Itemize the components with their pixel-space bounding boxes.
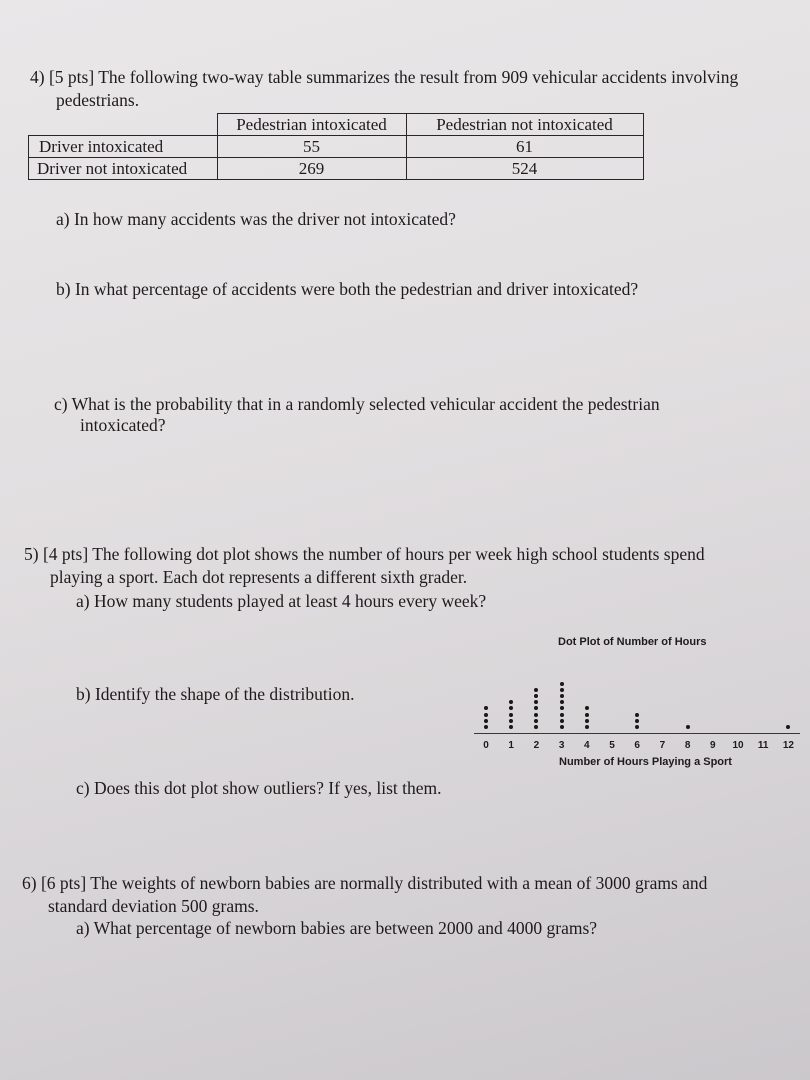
x-tick-label: 6 xyxy=(634,740,640,751)
x-tick-label: 5 xyxy=(609,740,615,751)
data-dot xyxy=(534,713,538,717)
data-dot xyxy=(534,725,538,729)
data-dot xyxy=(534,706,538,710)
two-way-table xyxy=(28,113,644,180)
q5-stem-line2: playing a sport. Each dot represents a different sixth grader. xyxy=(50,567,468,587)
data-dot xyxy=(509,706,513,710)
data-dot xyxy=(534,719,538,723)
chart-title: Dot Plot of Number of Hours xyxy=(558,636,707,648)
q4-stem-line2: pedestrians. xyxy=(56,90,140,110)
data-dot xyxy=(585,725,589,729)
x-tick-label: 7 xyxy=(659,740,666,751)
q4-part-b: b) In what percentage of accidents were both the pedestrian and driver intoxicated? xyxy=(56,279,639,299)
data-dot xyxy=(560,706,564,710)
table-row xyxy=(29,136,644,158)
q5-stem-line1: 5) [4 pts] The following dot plot shows the number of hours per week high school students spend xyxy=(24,544,705,564)
col-header-pedestrian-intoxicated: Pedestrian intoxicated xyxy=(217,114,406,136)
x-tick-label: 3 xyxy=(558,740,565,751)
data-dot xyxy=(484,713,488,717)
data-dot xyxy=(560,713,564,717)
table-row xyxy=(29,158,644,180)
q4-part-c-line1: c) What is the probability that in a randomly selected vehicular accident the pedestrian xyxy=(54,394,660,414)
table-cell: 55 xyxy=(217,136,406,158)
data-dot xyxy=(635,719,639,723)
q4-stem-line1: 4) [5 pts] The following two-way table summarizes the result from 909 vehicular accidents involving xyxy=(30,67,739,87)
x-tick-label: 8 xyxy=(684,740,691,751)
row-label-driver-intoxicated: Driver intoxicated xyxy=(29,136,218,158)
data-dot xyxy=(585,706,589,710)
q5-part-b: b) Identify the shape of the distribution. xyxy=(76,684,355,704)
data-dot xyxy=(686,725,690,729)
data-dot xyxy=(585,713,589,717)
q5-part-a: a) How many students played at least 4 hours every week? xyxy=(76,591,487,611)
data-dot xyxy=(534,688,538,692)
q4-part-c-line2: intoxicated? xyxy=(80,415,166,435)
data-dot xyxy=(560,688,564,692)
data-dot xyxy=(560,725,564,729)
table-header-row xyxy=(29,114,644,136)
data-dot xyxy=(635,713,639,717)
data-dot xyxy=(585,719,589,723)
x-tick-label: 11 xyxy=(757,740,769,751)
x-tick-label: 1 xyxy=(508,740,514,751)
col-header-pedestrian-not-intoxicated: Pedestrian not intoxicated xyxy=(406,114,643,136)
data-dot xyxy=(560,682,564,686)
data-dot xyxy=(509,700,513,704)
x-tick-label: 0 xyxy=(483,740,489,751)
q6-stem-line2: standard deviation 500 grams. xyxy=(48,896,259,916)
q6-stem-line1: 6) [6 pts] The weights of newborn babies are normally distributed with a mean of 3000 grams and xyxy=(22,873,708,893)
data-dot xyxy=(534,700,538,704)
data-dot xyxy=(509,719,513,723)
x-tick-label: 10 xyxy=(732,740,744,751)
x-axis-label: Number of Hours Playing a Sport xyxy=(559,756,732,768)
data-dot xyxy=(560,694,564,698)
data-dot xyxy=(635,725,639,729)
table-cell: 61 xyxy=(406,136,643,158)
data-dot xyxy=(484,706,488,710)
x-tick-label: 12 xyxy=(782,740,794,751)
data-dot xyxy=(509,713,513,717)
data-dot xyxy=(560,700,564,704)
data-dot xyxy=(484,725,488,729)
data-dot xyxy=(786,725,790,729)
data-dot xyxy=(484,719,488,723)
x-axis-line xyxy=(474,733,800,734)
table-cell: 269 xyxy=(217,158,406,180)
x-tick-label: 9 xyxy=(710,740,716,751)
q4-part-a: a) In how many accidents was the driver not intoxicated? xyxy=(56,209,456,229)
q5-part-c: c) Does this dot plot show outliers? If yes, list them. xyxy=(76,778,442,798)
data-dot xyxy=(560,719,564,723)
q6-part-a: a) What percentage of newborn babies are between 2000 and 4000 grams? xyxy=(76,918,598,938)
data-dot xyxy=(534,694,538,698)
x-tick-label: 4 xyxy=(584,740,590,751)
table-cell: 524 xyxy=(406,158,643,180)
x-tick-label: 2 xyxy=(533,740,540,751)
data-dot xyxy=(509,725,513,729)
row-label-driver-not-intoxicated: Driver not intoxicated xyxy=(29,158,218,180)
